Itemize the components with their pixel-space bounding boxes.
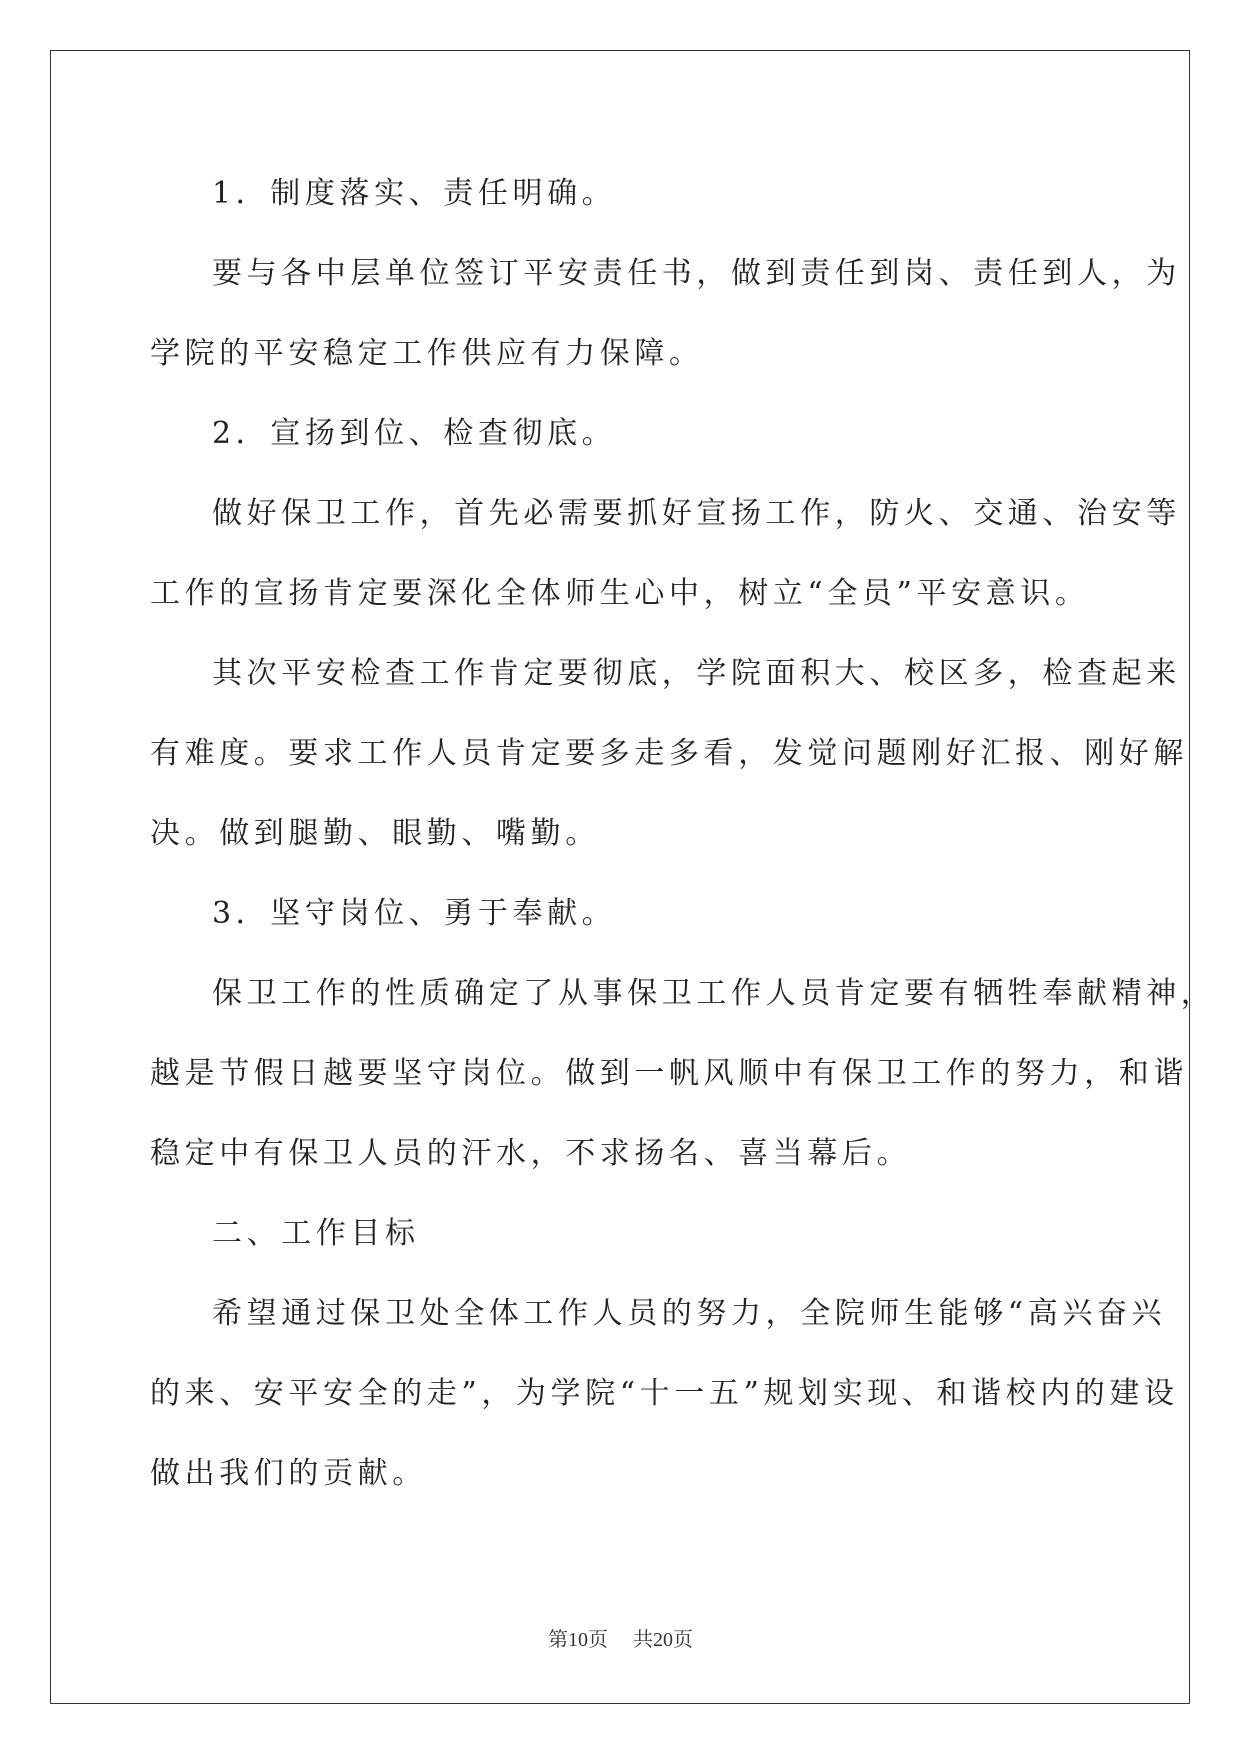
paragraph-1-line-2: 学院的平安稳定工作供应有力保障。 — [150, 336, 704, 371]
paragraph-4-line-3: 稳定中有保卫人员的汗水，不求扬名、喜当幕后。 — [150, 1136, 912, 1171]
paragraph-5-line-2: 的来、安平安全的走”，为学院“十一五”规划实现、和谐校内的建设 — [150, 1376, 1179, 1411]
heading-1: 1．制度落实、责任明确。 — [212, 176, 617, 211]
section-heading: 二、工作目标 — [212, 1216, 420, 1251]
page-footer — [0, 1626, 1241, 1654]
paragraph-5-line-1: 希望通过保卫处全体工作人员的努力，全院师生能够“高兴奋兴 — [212, 1296, 1167, 1331]
paragraph-3-line-1: 其次平安检查工作肯定要彻底，学院面积大、校区多，检查起来 — [212, 656, 1181, 691]
paragraph-3-line-3: 决。做到腿勤、眼勤、嘴勤。 — [150, 816, 600, 851]
heading-3: 3．坚守岗位、勇于奉献。 — [212, 896, 617, 931]
paragraph-4-line-1: 保卫工作的性质确定了从事保卫工作人员肯定要有牺牲奉献精神， — [212, 976, 1216, 1011]
paragraph-2-line-2: 工作的宣扬肯定要深化全体师生心中，树立“全员”平安意识。 — [150, 576, 1090, 611]
paragraph-2-line-1: 做好保卫工作，首先必需要抓好宣扬工作，防火、交通、治安等 — [212, 496, 1181, 531]
heading-2: 2．宣扬到位、检查彻底。 — [212, 416, 617, 451]
paragraph-3-line-2: 有难度。要求工作人员肯定要多走多看，发觉问题刚好汇报、刚好解 — [150, 736, 1188, 771]
paragraph-1-line-1: 要与各中层单位签订平安责任书，做到责任到岗、责任到人，为 — [212, 256, 1181, 291]
paragraph-5-line-3: 做出我们的贡献。 — [150, 1456, 427, 1491]
page-number: 第10页 — [548, 1629, 608, 1651]
paragraph-4-line-2: 越是节假日越要坚守岗位。做到一帆风顺中有保卫工作的努力，和谐 — [150, 1056, 1188, 1091]
page-count: 共20页 — [633, 1629, 693, 1651]
